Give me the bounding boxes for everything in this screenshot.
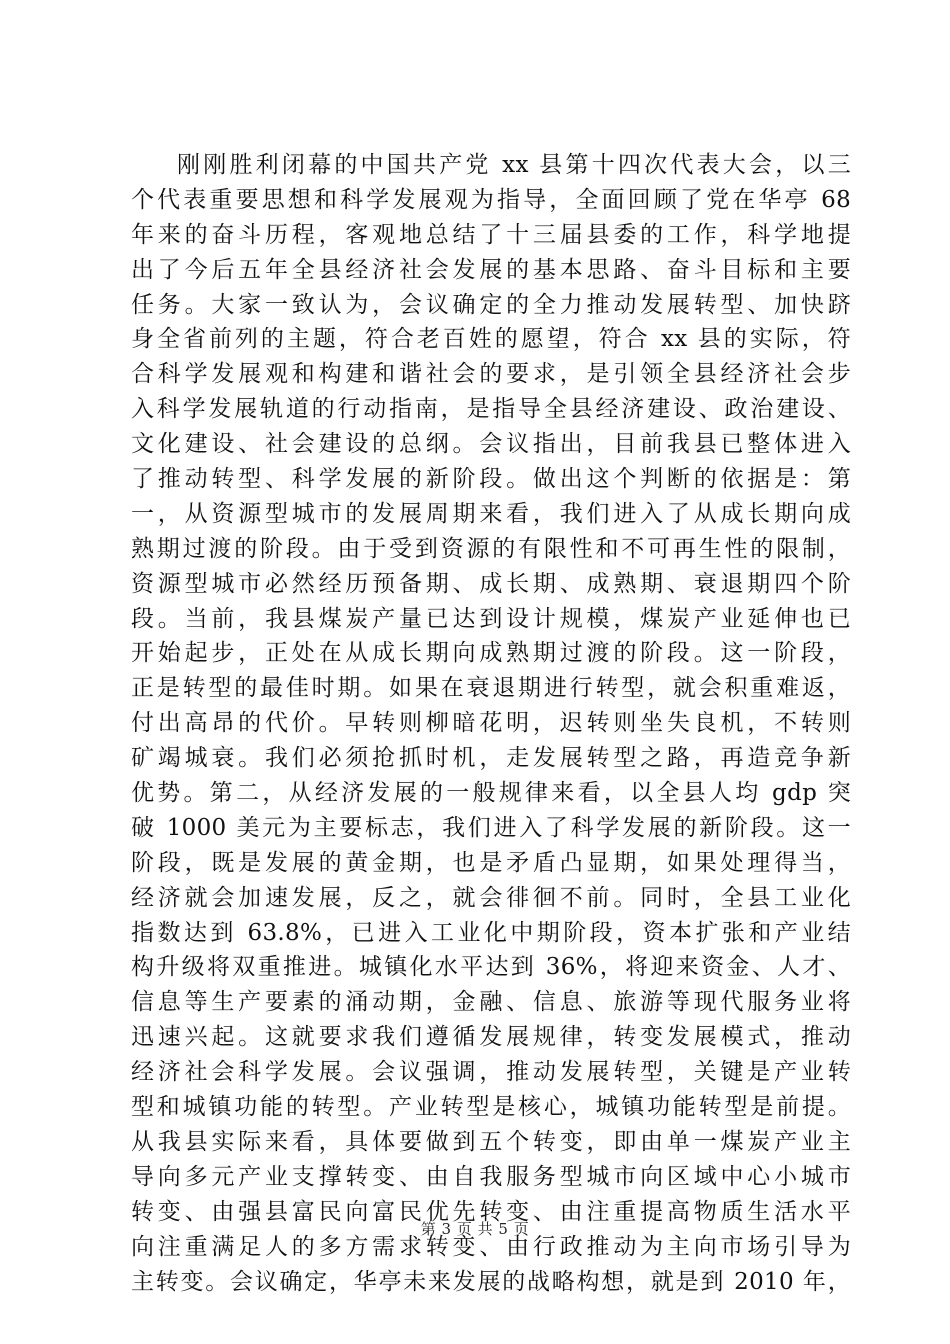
text-line: 破 1000 美元为主要标志，我们进入了科学发展的新阶段。这一 <box>131 814 851 841</box>
text-line: 优势。第二，从经济发展的一般规律来看，以全县人均 gdp 突 <box>131 780 851 807</box>
text-line: 文化建设、社会建设的总纲。会议指出，目前我县已整体进入 <box>131 431 851 458</box>
text-line: 经济就会加速发展，反之，就会徘徊不前。同时，全县工业化 <box>131 884 851 911</box>
text-line: 年来的奋斗历程，客观地总结了十三届县委的工作，科学地提 <box>131 221 851 248</box>
text-line: 向注重满足人的多方需求转变、由行政推动为主向市场引导为 <box>131 1233 851 1260</box>
text-line: 从我县实际来看，具体要做到五个转变，即由单一煤炭产业主 <box>131 1128 851 1155</box>
body-paragraph <box>131 148 851 1299</box>
text-line: 指数达到 63.8%，已进入工业化中期阶段，资本扩张和产业结 <box>131 919 851 946</box>
text-line: 资源型城市必然经历预备期、成长期、成熟期、衰退期四个阶 <box>131 570 851 597</box>
text-line: 任务。大家一致认为，会议确定的全力推动发展转型、加快跻 <box>131 291 851 318</box>
text-line: 型和城镇功能的转型。产业转型是核心，城镇功能转型是前提。 <box>131 1094 851 1121</box>
text-line: 熟期过渡的阶段。由于受到资源的有限性和不可再生性的限制， <box>131 535 851 562</box>
text-line: 转变、由强县富民向富民优先转变、由注重提高物质生活水平 <box>131 1198 851 1225</box>
text-line: 主转变。会议确定，华亭未来发展的战略构想，就是到 2010 年， <box>131 1268 851 1295</box>
text-line: 付出高昂的代价。早转则柳暗花明，迟转则坐失良机，不转则 <box>131 710 851 737</box>
text-line: 开始起步，正处在从成长期向成熟期过渡的阶段。这一阶段， <box>131 640 851 667</box>
text-line: 入科学发展轨道的行动指南，是指导全县经济建设、政治建设、 <box>131 396 851 423</box>
text-line: 导向多元产业支撑转变、由自我服务型城市向区域中心小城市 <box>131 1163 851 1190</box>
text-line: 段。当前，我县煤炭产量已达到设计规模，煤炭产业延伸也已 <box>131 605 851 632</box>
text-line: 构升级将双重推进。城镇化水平达到 36%，将迎来资金、人才、 <box>131 954 851 981</box>
text-line: 经济社会科学发展。会议强调，推动发展转型，关键是产业转 <box>131 1059 851 1086</box>
text-line: 了推动转型、科学发展的新阶段。做出这个判断的依据是：第 <box>131 466 851 493</box>
text-line: 阶段，既是发展的黄金期，也是矛盾凸显期，如果处理得当， <box>131 849 851 876</box>
text-line: 刚刚胜利闭幕的中国共产党 xx 县第十四次代表大会，以三 <box>177 152 851 178</box>
text-line: 迅速兴起。这就要求我们遵循发展规律，转变发展模式，推动 <box>131 1024 851 1051</box>
text-line: 出了今后五年全县经济社会发展的基本思路、奋斗目标和主要 <box>131 256 851 283</box>
text-line: 信息等生产要素的涌动期，金融、信息、旅游等现代服务业将 <box>131 989 851 1016</box>
text-line: 合科学发展观和构建和谐社会的要求，是引领全县经济社会步 <box>131 361 851 388</box>
text-line: 个代表重要思想和科学发展观为指导，全面回顾了党在华亭 68 <box>131 186 851 213</box>
page-footer: 第 3 页 共 5 页 <box>420 1220 530 1238</box>
text-line: 一，从资源型城市的发展周期来看，我们进入了从成长期向成 <box>131 500 851 527</box>
text-line: 矿竭城衰。我们必须抢抓时机，走发展转型之路，再造竞争新 <box>131 745 851 772</box>
text-line: 身全省前列的主题，符合老百姓的愿望，符合 xx 县的实际，符 <box>131 326 851 353</box>
text-line: 正是转型的最佳时期。如果在衰退期进行转型，就会积重难返， <box>131 675 851 702</box>
